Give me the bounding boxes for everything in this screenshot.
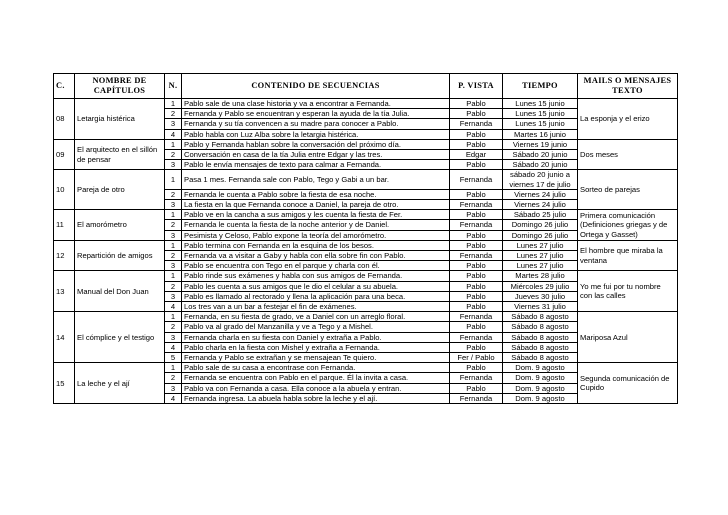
chapter-number: 11 (54, 210, 75, 241)
mail-message: Primera comunicación (Definiciones griegas y de Ortega y Gasset) (578, 210, 678, 241)
header-row (54, 74, 678, 99)
sequence-content: Pablo sale de su casa a encontrase con Fernanda. (182, 363, 450, 373)
sequence-number: 3 (165, 261, 182, 271)
table-body (54, 99, 678, 404)
point-of-view: Pablo (450, 160, 503, 170)
table-row (54, 271, 678, 281)
sequence-number: 3 (165, 383, 182, 393)
point-of-view: Pablo (450, 129, 503, 139)
point-of-view: Pablo (450, 210, 503, 220)
point-of-view: Pablo (450, 363, 503, 373)
point-of-view: Fernanda (450, 373, 503, 383)
time: Domingo 26 julio (503, 230, 578, 240)
table-row (54, 312, 678, 322)
table-row (54, 240, 678, 250)
sequence-content: Pablo sale de una clase historia y va a encontrar a Fernanda. (182, 99, 450, 109)
sequence-number: 1 (165, 312, 182, 322)
chapter-name: La leche y el ají (75, 363, 165, 404)
point-of-view: Fernanda (450, 393, 503, 403)
sequence-number: 2 (165, 251, 182, 261)
point-of-view: Fernanda (450, 200, 503, 210)
sequence-number: 2 (165, 189, 182, 199)
time: Jueves 30 julio (503, 291, 578, 301)
time: Sábado 8 agosto (503, 342, 578, 352)
chapter-number: 09 (54, 139, 75, 170)
time: Sábado 8 agosto (503, 312, 578, 322)
sequence-table-container (53, 73, 678, 404)
sequence-content: Fernanda y su tía convencen a su madre para conocer a Pablo. (182, 119, 450, 129)
time: Lunes 27 julio (503, 251, 578, 261)
sequence-number: 4 (165, 342, 182, 352)
table-row (54, 139, 678, 149)
chapter-name: Repartición de amigos (75, 240, 165, 271)
chapter-name: Manual del Don Juan (75, 271, 165, 312)
time: Martes 16 junio (503, 129, 578, 139)
header-time: TIEMPO (503, 74, 578, 99)
sequence-number: 2 (165, 322, 182, 332)
time: sábado 20 junio a viernes 17 de julio (503, 170, 578, 189)
sequence-content: Fernanda va a visitar a Gaby y habla con ella sobre fin con Pablo. (182, 251, 450, 261)
time: Martes 28 julio (503, 271, 578, 281)
sequence-number: 3 (165, 230, 182, 240)
sequence-number: 4 (165, 393, 182, 403)
chapter-name: El arquitecto en el sillón de pensar (75, 139, 165, 170)
sequence-content: Pasa 1 mes. Fernanda sale con Pablo, Tego y Gabi a un bar. (182, 170, 450, 189)
time: Lunes 15 junio (503, 99, 578, 109)
sequence-content: Pablo es llamado al rectorado y llena la aplicación para una beca. (182, 291, 450, 301)
sequence-content: Fernanda charla en su fiesta con Daniel y extraña a Pablo. (182, 332, 450, 342)
sequence-content: Conversación en casa de la tía Julia entre Edgar y las tres. (182, 150, 450, 160)
sequence-number: 1 (165, 271, 182, 281)
time: Lunes 15 junio (503, 119, 578, 129)
point-of-view: Pablo (450, 291, 503, 301)
point-of-view: Pablo (450, 342, 503, 352)
sequence-content: Fernanda le cuenta a Pablo sobre la fiesta de esa noche. (182, 189, 450, 199)
sequence-content: Pablo termina con Fernanda en la esquina de los besos. (182, 240, 450, 250)
time: Lunes 27 julio (503, 261, 578, 271)
sequence-content: Pesimista y Celoso, Pablo expone la teoría del amorómetro. (182, 230, 450, 240)
point-of-view: Edgar (450, 150, 503, 160)
chapter-name: El cómplice y el testigo (75, 312, 165, 363)
sequence-content: La fiesta en la que Fernanda conoce a Daniel, la pareja de otro. (182, 200, 450, 210)
sequence-content: Fernanda ingresa. La abuela habla sobre la leche y el ají. (182, 393, 450, 403)
chapter-name: El amorómetro (75, 210, 165, 241)
sequence-content: Fernanda y Pablo se extrañan y se mensajean Te quiero. (182, 353, 450, 363)
sequence-content: Pablo habla con Luz Alba sobre la letargia histérica. (182, 129, 450, 139)
time: Dom. 9 agosto (503, 363, 578, 373)
time: Dom. 9 agosto (503, 393, 578, 403)
time: Sábado 8 agosto (503, 332, 578, 342)
point-of-view: Pablo (450, 322, 503, 332)
sequence-content: Pablo le envía mensajes de texto para calmar a Fernanda. (182, 160, 450, 170)
chapter-number: 08 (54, 99, 75, 140)
sequence-number: 3 (165, 291, 182, 301)
point-of-view: Pablo (450, 240, 503, 250)
sequence-content: Pablo se encuentra con Tego en el parque y charla con él. (182, 261, 450, 271)
point-of-view: Fernanda (450, 332, 503, 342)
point-of-view: Fernanda (450, 119, 503, 129)
point-of-view: Pablo (450, 383, 503, 393)
sequence-table (53, 73, 678, 404)
chapter-number: 13 (54, 271, 75, 312)
header-mails: MAILS O MENSAJES TEXTO (578, 74, 678, 99)
sequence-number: 4 (165, 302, 182, 312)
point-of-view: Pablo (450, 189, 503, 199)
header-sequence-number: N. (165, 74, 182, 99)
mail-message: El hombre que miraba la ventana (578, 240, 678, 271)
chapter-number: 10 (54, 170, 75, 210)
point-of-view: Pablo (450, 302, 503, 312)
sequence-content: Pablo va con Fernanda a casa. Ella conoce a la abuela y entran. (182, 383, 450, 393)
sequence-number: 3 (165, 200, 182, 210)
point-of-view: Pablo (450, 261, 503, 271)
chapter-name: Letargia histérica (75, 99, 165, 140)
sequence-content: Fernanda, en su fiesta de grado, ve a Daniel con un arreglo floral. (182, 312, 450, 322)
sequence-number: 1 (165, 210, 182, 220)
sequence-number: 2 (165, 281, 182, 291)
header-chapter-name: NOMBRE DE CAPÍTULOS (75, 74, 165, 99)
time: Dom. 9 agosto (503, 383, 578, 393)
time: Viernes 24 julio (503, 200, 578, 210)
mail-message: Dos meses (578, 139, 678, 170)
sequence-content: Pablo les cuenta a sus amigos que le dio el celular a su abuela. (182, 281, 450, 291)
sequence-number: 1 (165, 139, 182, 149)
point-of-view: Pablo (450, 139, 503, 149)
sequence-content: Fernanda le cuenta la fiesta de la noche anterior y de Daniel. (182, 220, 450, 230)
time: Lunes 27 julio (503, 240, 578, 250)
time: Sábado 25 julio (503, 210, 578, 220)
header-point-of-view: P. VISTA (450, 74, 503, 99)
sequence-number: 3 (165, 332, 182, 342)
sequence-number: 2 (165, 220, 182, 230)
time: Lunes 15 junio (503, 109, 578, 119)
chapter-name: Pareja de otro (75, 170, 165, 210)
time: Sábado 8 agosto (503, 353, 578, 363)
time: Viernes 31 julio (503, 302, 578, 312)
time: Miércoles 29 julio (503, 281, 578, 291)
point-of-view: Pablo (450, 109, 503, 119)
point-of-view: Fernanda (450, 170, 503, 189)
sequence-content: Pablo charla en la fiesta con Mishel y extraña a Fernanda. (182, 342, 450, 352)
sequence-content: Pablo ve en la cancha a sus amigos y les cuenta la fiesta de Fer. (182, 210, 450, 220)
time: Domingo 26 julio (503, 220, 578, 230)
sequence-content: Pablo va al grado del Manzanilla y ve a Tego y a Mishel. (182, 322, 450, 332)
table-row (54, 99, 678, 109)
point-of-view: Pablo (450, 99, 503, 109)
table-row (54, 170, 678, 189)
sequence-number: 4 (165, 129, 182, 139)
time: Sábado 20 junio (503, 150, 578, 160)
time: Viernes 19 junio (503, 139, 578, 149)
sequence-number: 1 (165, 363, 182, 373)
sequence-content: Fernanda se encuentra con Pablo en el parque. Él la invita a casa. (182, 373, 450, 383)
chapter-number: 12 (54, 240, 75, 271)
time: Sábado 8 agosto (503, 322, 578, 332)
chapter-number: 14 (54, 312, 75, 363)
sequence-number: 1 (165, 170, 182, 189)
point-of-view: Pablo (450, 230, 503, 240)
mail-message: La esponja y el erizo (578, 99, 678, 140)
sequence-content: Pablo rinde sus exámenes y habla con sus amigos de Fernanda. (182, 271, 450, 281)
time: Sábado 20 junio (503, 160, 578, 170)
point-of-view: Pablo (450, 271, 503, 281)
sequence-number: 5 (165, 353, 182, 363)
point-of-view: Fernanda (450, 220, 503, 230)
sequence-number: 2 (165, 373, 182, 383)
sequence-number: 1 (165, 240, 182, 250)
sequence-number: 3 (165, 160, 182, 170)
sequence-number: 2 (165, 109, 182, 119)
mail-message: Mariposa Azul (578, 312, 678, 363)
mail-message: Yo me fui por tu nombre con las calles (578, 271, 678, 312)
sequence-number: 3 (165, 119, 182, 129)
point-of-view: Fernanda (450, 312, 503, 322)
sequence-number: 1 (165, 99, 182, 109)
time: Viernes 24 julio (503, 189, 578, 199)
table-row (54, 363, 678, 373)
point-of-view: Pablo (450, 281, 503, 291)
time: Dom. 9 agosto (503, 373, 578, 383)
mail-message: Segunda comunicación de Cupido (578, 363, 678, 404)
table-row (54, 210, 678, 220)
chapter-number: 15 (54, 363, 75, 404)
header-chapter-number: C. (54, 74, 75, 99)
header-sequence-content: CONTENIDO DE SECUENCIAS (182, 74, 450, 99)
sequence-number: 2 (165, 150, 182, 160)
sequence-content: Pablo y Fernanda hablan sobre la conversación del próximo día. (182, 139, 450, 149)
point-of-view: Fer / Pablo (450, 353, 503, 363)
point-of-view: Fernanda (450, 251, 503, 261)
mail-message: Sorteo de parejas (578, 170, 678, 210)
sequence-content: Fernanda y Pablo se encuentran y esperan la ayuda de la tía Julia. (182, 109, 450, 119)
sequence-content: Los tres van a un bar a festejar el fin de exámenes. (182, 302, 450, 312)
